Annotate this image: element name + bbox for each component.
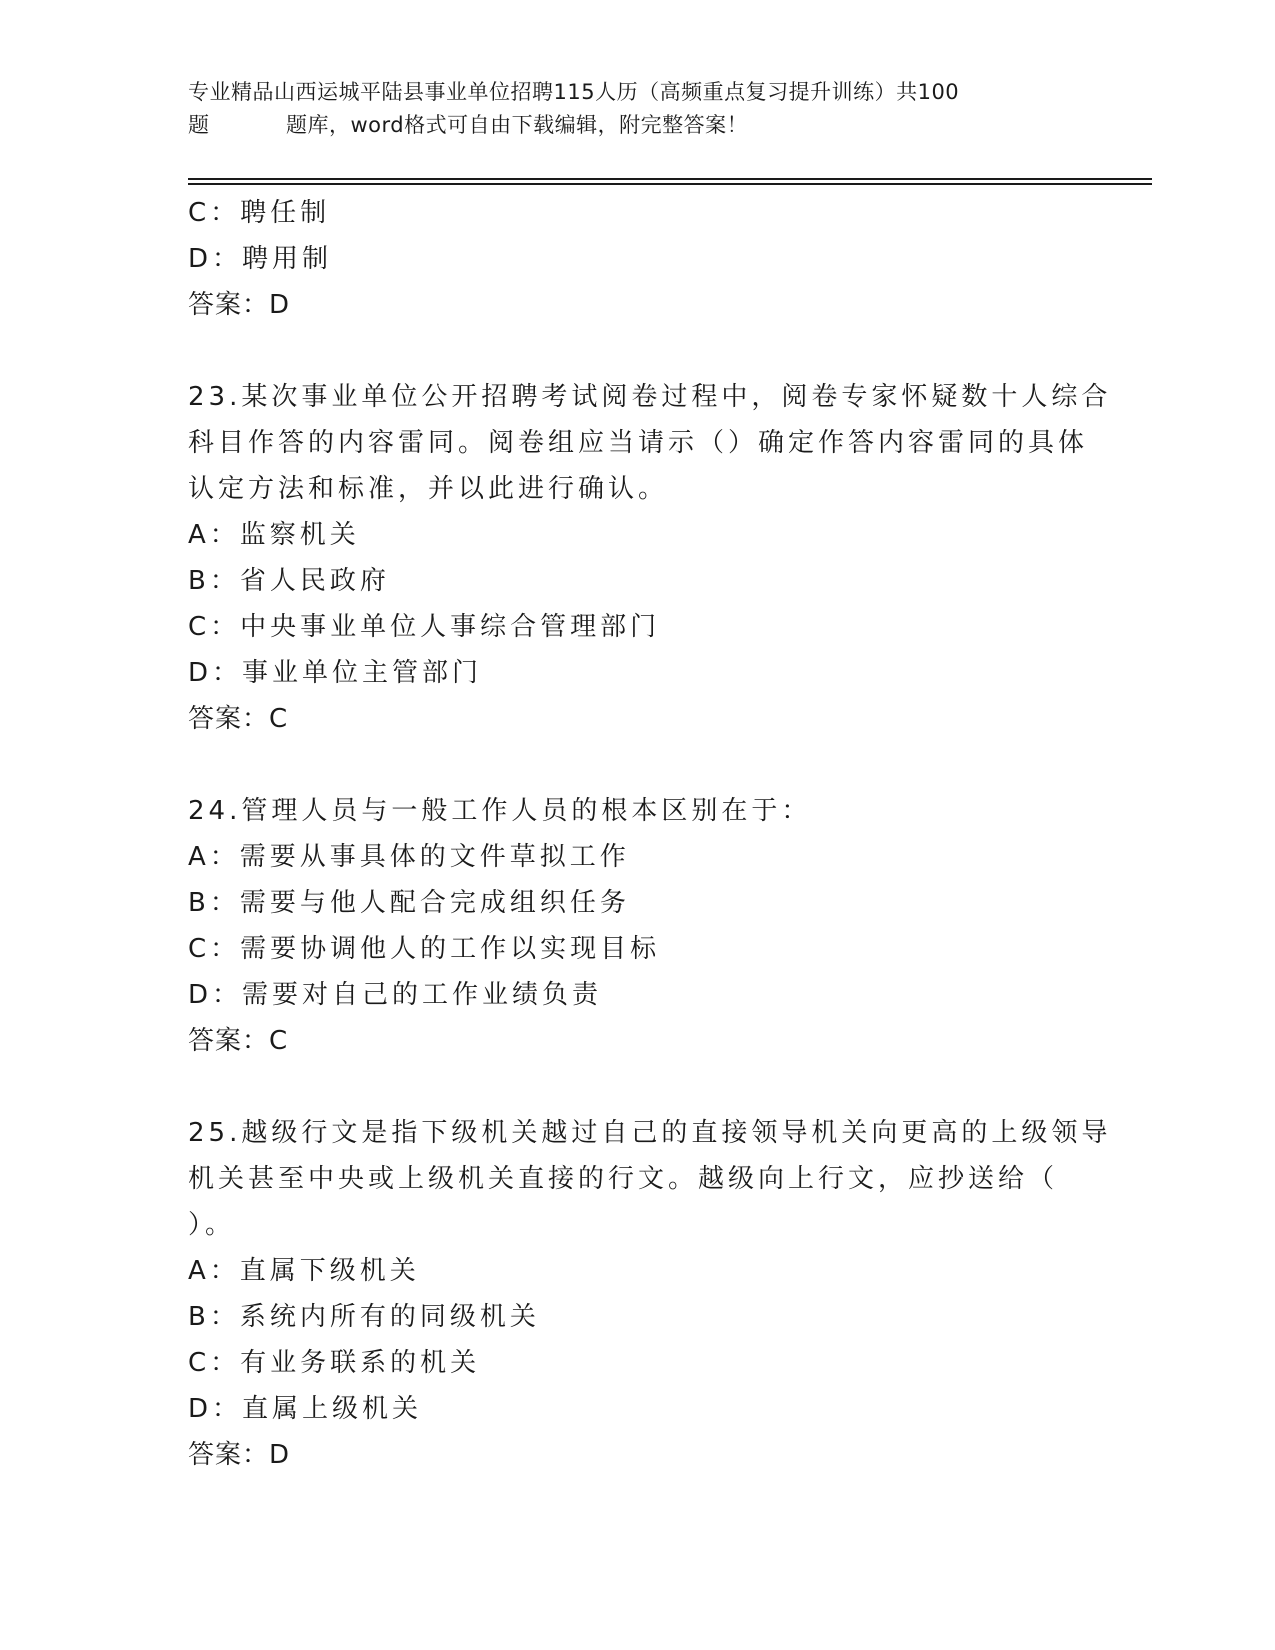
option-d: D：需要对自己的工作业绩负责: [188, 980, 603, 1010]
spacer: [188, 328, 1088, 374]
option-c: C：需要协调他人的工作以实现目标: [188, 934, 661, 964]
question-stem-line: 科目作答的内容雷同。阅卷组应当请示（）确定作答内容雷同的具体: [188, 428, 1089, 458]
option-a: A：直属下级机关: [188, 1256, 420, 1286]
question-stem-line: 23.某次事业单位公开招聘考试阅卷过程中，阅卷专家怀疑数十人综合: [188, 382, 1112, 412]
option-a: A：需要从事具体的文件草拟工作: [188, 842, 630, 872]
page-header: [188, 76, 1088, 142]
option-d: D：直属上级机关: [188, 1394, 423, 1424]
question-stem-line: 认定方法和标准，并以此进行确认。: [188, 474, 669, 504]
header-divider-bottom: [188, 183, 1152, 185]
header-title-line-1: 专业精品山西运城平陆县事业单位招聘115人历（高频重点复习提升训练）共100: [188, 80, 960, 104]
option-d: D：事业单位主管部门: [188, 658, 483, 688]
option-b: B：系统内所有的同级机关: [188, 1302, 540, 1332]
option-c: C：有业务联系的机关: [188, 1348, 481, 1378]
header-title-line-2: [188, 109, 1088, 142]
answer-line: 答案：D: [188, 290, 291, 320]
option-c: C：中央事业单位人事综合管理部门: [188, 612, 661, 642]
option-d: D：聘用制: [188, 244, 333, 274]
question-stem-line: 24.管理人员与一般工作人员的根本区别在于：: [188, 796, 812, 826]
answer-line: 答案：C: [188, 704, 289, 734]
option-b: B：省人民政府: [188, 566, 390, 596]
answer-line: 答案：C: [188, 1026, 289, 1056]
option-c: C：聘任制: [188, 198, 331, 228]
spacer: [188, 1064, 1088, 1110]
header-title-rest: 题库，word格式可自由下载编辑，附完整答案！: [286, 113, 749, 137]
header-divider-top: [188, 178, 1152, 180]
spacer: [188, 742, 1088, 788]
header-title-lead-char: 题: [188, 113, 210, 137]
answer-line: 答案：D: [188, 1440, 291, 1470]
question-stem-line: 机关甚至中央或上级机关直接的行文。越级向上行文，应抄送给（: [188, 1164, 1059, 1194]
question-stem-line: ）。: [188, 1210, 236, 1240]
question-content: [188, 190, 1112, 1478]
option-a: A：监察机关: [188, 520, 360, 550]
question-stem-line: 25.越级行文是指下级机关越过自己的直接领导机关向更高的上级领导: [188, 1118, 1112, 1148]
option-b: B：需要与他人配合完成组织任务: [188, 888, 630, 918]
